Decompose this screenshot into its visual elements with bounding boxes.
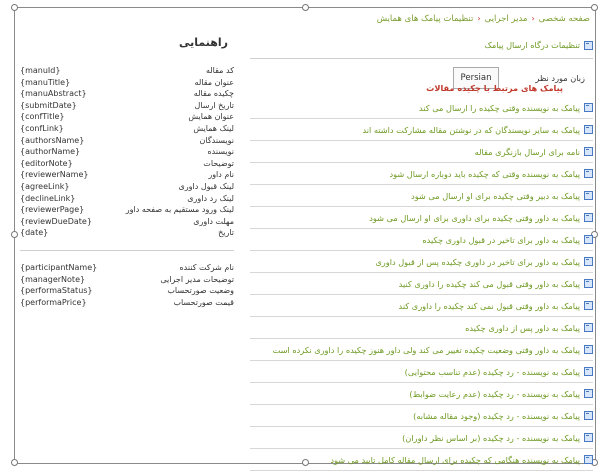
document-icon bbox=[584, 279, 593, 288]
sms-template-label: پیامک به دبیر وقتی چکیده برای او ارسال می شود bbox=[411, 190, 580, 201]
placeholder-code: {reviewDueDate} bbox=[20, 216, 92, 226]
placeholder-label: عنوان مقاله bbox=[194, 77, 234, 87]
placeholder-label: کد مقاله bbox=[205, 66, 234, 75]
sms-template-link[interactable] bbox=[250, 361, 593, 383]
placeholder-code: {confTitle} bbox=[20, 112, 65, 122]
placeholder-row bbox=[20, 146, 234, 158]
document-icon bbox=[584, 301, 593, 310]
sms-template-label: پیامک به نویسنده هنگامی که چکیده برای ارسال مقاله کامل تایید می شود bbox=[330, 454, 580, 465]
placeholder-label: مهلت داوری bbox=[193, 216, 234, 226]
guide-group-1 bbox=[20, 65, 234, 239]
breadcrumb bbox=[377, 14, 590, 24]
language-select[interactable]: Persian bbox=[453, 67, 499, 89]
placeholder-label: قیمت صورتحساب bbox=[173, 297, 234, 307]
gateway-settings-label: تنظیمات درگاه ارسال پیامک bbox=[484, 40, 580, 50]
resize-handle[interactable] bbox=[11, 231, 18, 238]
chevron-left-icon: ‹ bbox=[531, 14, 535, 23]
placeholder-code: {authorsName} bbox=[20, 135, 85, 145]
placeholder-label: نویسنده bbox=[207, 147, 234, 157]
placeholder-code: {manuId} bbox=[20, 66, 61, 75]
section-title: پیامک های مرتبط با چکیده مقالات bbox=[426, 83, 563, 93]
placeholder-code: {performaPrice} bbox=[20, 297, 87, 307]
document-icon bbox=[584, 235, 593, 244]
sms-template-label: پیامک به داور وقتی قبول نمی کند چکیده را داوری کند bbox=[398, 300, 580, 311]
sms-template-link[interactable] bbox=[250, 207, 593, 229]
placeholder-row bbox=[20, 77, 234, 89]
placeholder-code: {declineLink} bbox=[20, 193, 76, 203]
placeholder-code: {date} bbox=[20, 228, 49, 238]
placeholder-label: عنوان همایش bbox=[188, 112, 234, 122]
placeholder-label: لینک رد داوری bbox=[187, 193, 234, 203]
gateway-settings-link[interactable] bbox=[250, 36, 593, 54]
document-icon bbox=[584, 125, 593, 134]
placeholder-row bbox=[20, 297, 234, 309]
placeholder-code: {confLink} bbox=[20, 123, 64, 133]
placeholder-row bbox=[20, 158, 234, 170]
sms-template-label: پیامک به نویسنده وقتی که چکیده باید دوباره ارسال شود bbox=[389, 168, 580, 179]
placeholder-row bbox=[20, 88, 234, 100]
sms-template-link[interactable] bbox=[250, 317, 593, 339]
sms-template-link[interactable] bbox=[250, 251, 593, 273]
placeholder-label: لینک قبول داوری bbox=[178, 181, 234, 191]
document-icon bbox=[584, 147, 593, 156]
placeholder-row bbox=[20, 274, 234, 286]
placeholder-code: {performaStatus} bbox=[20, 286, 93, 296]
placeholder-label: تاریخ ارسال bbox=[194, 100, 234, 110]
sms-template-link[interactable] bbox=[250, 339, 593, 361]
placeholder-row bbox=[20, 111, 234, 123]
placeholder-label: توضیحات مدیر اجرایی bbox=[160, 274, 234, 284]
placeholder-code: {submitDate} bbox=[20, 100, 77, 110]
document-icon bbox=[584, 367, 593, 376]
guide-panel bbox=[20, 36, 234, 308]
sms-template-label: نامه برای ارسال بازنگری مقاله bbox=[474, 146, 580, 157]
sms-list bbox=[250, 97, 593, 471]
placeholder-code: {reviewerPage} bbox=[20, 205, 85, 215]
placeholder-row bbox=[20, 100, 234, 112]
sms-template-label: پیامک به سایر نویسندگان که در نوشتن مقاله مشارکت داشته اند bbox=[362, 124, 580, 135]
resize-handle[interactable] bbox=[11, 459, 18, 466]
sms-template-link[interactable] bbox=[250, 141, 593, 163]
placeholder-code: {editorNote} bbox=[20, 158, 73, 168]
sms-template-label: پیامک به داور وقتی وضعیت چکیده تغییر می کند ولی داور هنوز چکیده را داوری نکرده است bbox=[272, 344, 580, 355]
guide-group-2 bbox=[20, 262, 234, 308]
sms-template-label: پیامک به داور پس از داوری چکیده bbox=[465, 322, 580, 333]
document-icon bbox=[584, 455, 593, 464]
document-icon bbox=[584, 389, 593, 398]
placeholder-label: نویسندگان bbox=[199, 135, 234, 145]
sms-template-link[interactable] bbox=[250, 383, 593, 405]
sms-template-link[interactable] bbox=[250, 163, 593, 185]
placeholder-code: {participantName} bbox=[20, 262, 98, 272]
document-icon bbox=[584, 433, 593, 442]
sms-template-link[interactable] bbox=[250, 185, 593, 207]
resize-handle[interactable] bbox=[591, 4, 598, 11]
placeholder-row bbox=[20, 227, 234, 239]
placeholder-code: {manuAbstract} bbox=[20, 89, 87, 99]
divider bbox=[250, 58, 593, 59]
document-icon bbox=[584, 103, 593, 112]
document-icon bbox=[584, 411, 593, 420]
placeholder-row bbox=[20, 216, 234, 228]
language-row bbox=[250, 61, 593, 91]
resize-handle[interactable] bbox=[11, 4, 18, 11]
breadcrumb-item[interactable]: مدیر اجرایی bbox=[484, 14, 528, 24]
placeholder-row bbox=[20, 181, 234, 193]
sms-template-label: پیامک به داور برای تاخیر در قبول داوری چکیده bbox=[422, 234, 580, 245]
sms-template-link[interactable] bbox=[250, 449, 593, 471]
placeholder-code: {manuTitle} bbox=[20, 77, 71, 87]
placeholder-label: لینک همایش bbox=[193, 123, 234, 133]
chevron-left-icon: ‹ bbox=[477, 14, 481, 23]
placeholder-row bbox=[20, 135, 234, 147]
placeholder-code: {authorName} bbox=[20, 147, 81, 157]
placeholder-row bbox=[20, 169, 234, 181]
resize-handle[interactable] bbox=[302, 4, 309, 11]
placeholder-label: وضعیت صورتحساب bbox=[167, 286, 234, 296]
placeholder-label: نام داور bbox=[208, 170, 234, 180]
placeholder-label: تاریخ bbox=[218, 228, 234, 238]
sms-template-label: پیامک به داور وقتی چکیده برای داوری برای او ارسال می شود bbox=[369, 212, 580, 223]
document-icon bbox=[584, 213, 593, 222]
sms-template-label: پیامک به نویسنده - رد چکیده (عدم تناسب محتوایی) bbox=[404, 366, 580, 377]
placeholder-row bbox=[20, 123, 234, 135]
sms-template-label: پیامک به نویسنده - رد چکیده (عدم رعایت ضوابط) bbox=[409, 388, 580, 399]
sms-template-label: پیامک به داور وقتی قبول می کند چکیده را داوری کنید bbox=[398, 278, 580, 289]
guide-title: راهنمایی bbox=[179, 36, 228, 49]
document-icon bbox=[584, 323, 593, 332]
placeholder-label: چکیده مقاله bbox=[193, 89, 234, 99]
placeholder-code: {reviewerName} bbox=[20, 170, 89, 180]
placeholder-code: {agreeLink} bbox=[20, 181, 70, 191]
sms-template-link[interactable] bbox=[250, 97, 593, 119]
sms-template-label: پیامک به نویسنده - رد چکیده (وجود مقاله مشابه) bbox=[413, 410, 580, 421]
placeholder-row bbox=[20, 193, 234, 205]
sms-template-label: پیامک به نویسنده - رد چکیده (بر اساس نظر داوران) bbox=[402, 432, 580, 443]
sms-template-link[interactable] bbox=[250, 405, 593, 427]
placeholder-row bbox=[20, 285, 234, 297]
sms-template-link[interactable] bbox=[250, 229, 593, 251]
document-icon bbox=[584, 345, 593, 354]
breadcrumb-item[interactable]: صفحه شخصی bbox=[538, 14, 590, 24]
sms-template-link[interactable] bbox=[250, 273, 593, 295]
placeholder-row bbox=[20, 65, 234, 77]
sms-template-link[interactable] bbox=[250, 295, 593, 317]
placeholder-label: لینک ورود مستقیم به صفحه داور bbox=[125, 205, 234, 215]
placeholder-code: {managerNote} bbox=[20, 274, 86, 284]
placeholder-row bbox=[20, 262, 234, 274]
document-icon bbox=[584, 191, 593, 200]
document-icon bbox=[584, 41, 593, 50]
breadcrumb-item[interactable]: تنظیمات پیامک های همایش bbox=[376, 14, 474, 24]
language-label: زبان مورد نظر bbox=[535, 73, 585, 83]
sms-template-link[interactable] bbox=[250, 427, 593, 449]
placeholder-label: توضیحات bbox=[203, 158, 234, 168]
placeholder-row bbox=[20, 204, 234, 216]
sms-template-label: پیامک به داور برای تاخیر در داوری چکیده پس از قبول داوری bbox=[375, 256, 580, 267]
sms-settings-panel bbox=[250, 30, 593, 471]
sms-template-link[interactable] bbox=[250, 119, 593, 141]
document-icon bbox=[584, 169, 593, 178]
divider bbox=[20, 250, 234, 251]
sms-template-label: پیامک به نویسنده وقتی چکیده را ارسال می کند bbox=[418, 102, 580, 113]
placeholder-label: نام شرکت کننده bbox=[179, 262, 234, 272]
document-icon bbox=[584, 257, 593, 266]
